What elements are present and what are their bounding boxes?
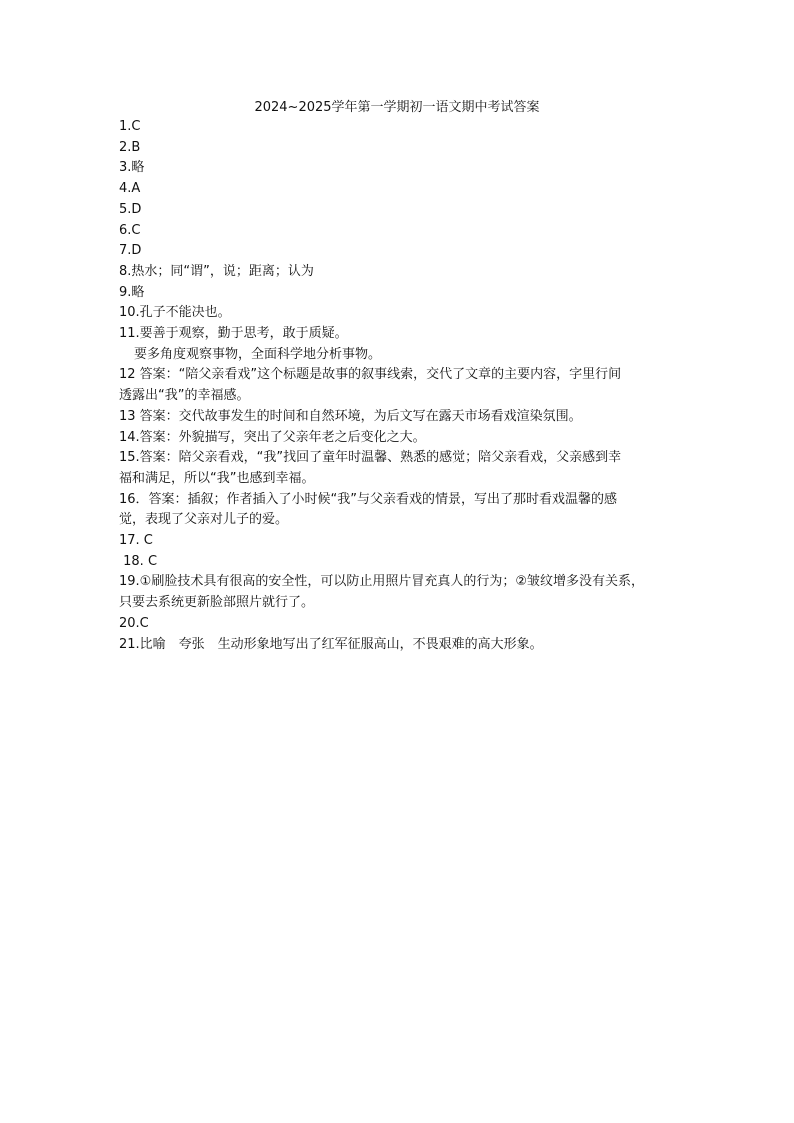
answer-line: 福和满足，所以“我”也感到幸福。 (119, 470, 315, 486)
answer-line: 16．答案：插叙；作者插入了小时候“我”与父亲看戏的情景，写出了那时看戏温馨的感 (119, 491, 618, 507)
answer-line: 要多角度观察事物，全面科学地分析事物。 (134, 346, 382, 362)
answer-line: 12 答案：“陪父亲看戏”这个标题是故事的叙事线索，交代了文章的主要内容，字里行间 (119, 367, 622, 383)
answer-line: 8.热水；同“谓”，说；距离；认为 (119, 263, 314, 279)
answer-line: 透露出“我”的幸福感。 (119, 388, 250, 404)
answer-line: 15.答案：陪父亲看戏，“我”找回了童年时温馨、熟悉的感觉；陪父亲看戏，父亲感到幸 (119, 450, 622, 466)
answer-line: 11.要善于观察，勤于思考，敢于质疑。 (119, 326, 348, 342)
answer-line: 2.B (119, 139, 141, 155)
answer-line: 14.答案：外貌描写，突出了父亲年老之后变化之大。 (119, 429, 426, 445)
answer-line: 1.C (119, 119, 141, 134)
answer-line: 21.比喻 夸张 生动形象地写出了红军征服高山，不畏艰难的高大形象。 (119, 636, 543, 652)
answer-line: 18. C (119, 553, 158, 569)
answer-line: 只要去系统更新脸部照片就行了。 (119, 595, 315, 611)
answer-line: 20.C (119, 615, 149, 631)
answer-line: 7.D (119, 243, 142, 259)
answer-line: 10.孔子不能决也。 (119, 305, 231, 321)
answer-list (119, 117, 689, 655)
document-title: 2024~2025学年第一学期初一语文期中考试答案 (254, 100, 540, 115)
answer-line: 9.略 (119, 284, 145, 300)
answer-line: 5.D (119, 201, 142, 217)
answer-line: 觉，表现了父亲对儿子的爱。 (119, 512, 289, 528)
answer-line: 17. C (119, 533, 153, 549)
answer-line: 3.略 (119, 160, 145, 176)
answer-line: 6.C (119, 222, 141, 238)
answer-line: 4.A (119, 181, 141, 197)
answer-line: 19.①刷脸技术具有很高的安全性，可以防止用照片冒充真人的行为；②皱纹增多没有关系， (119, 574, 644, 590)
answer-line: 13 答案：交代故事发生的时间和自然环境，为后文写在露天市场看戏渲染氛围。 (119, 408, 582, 424)
